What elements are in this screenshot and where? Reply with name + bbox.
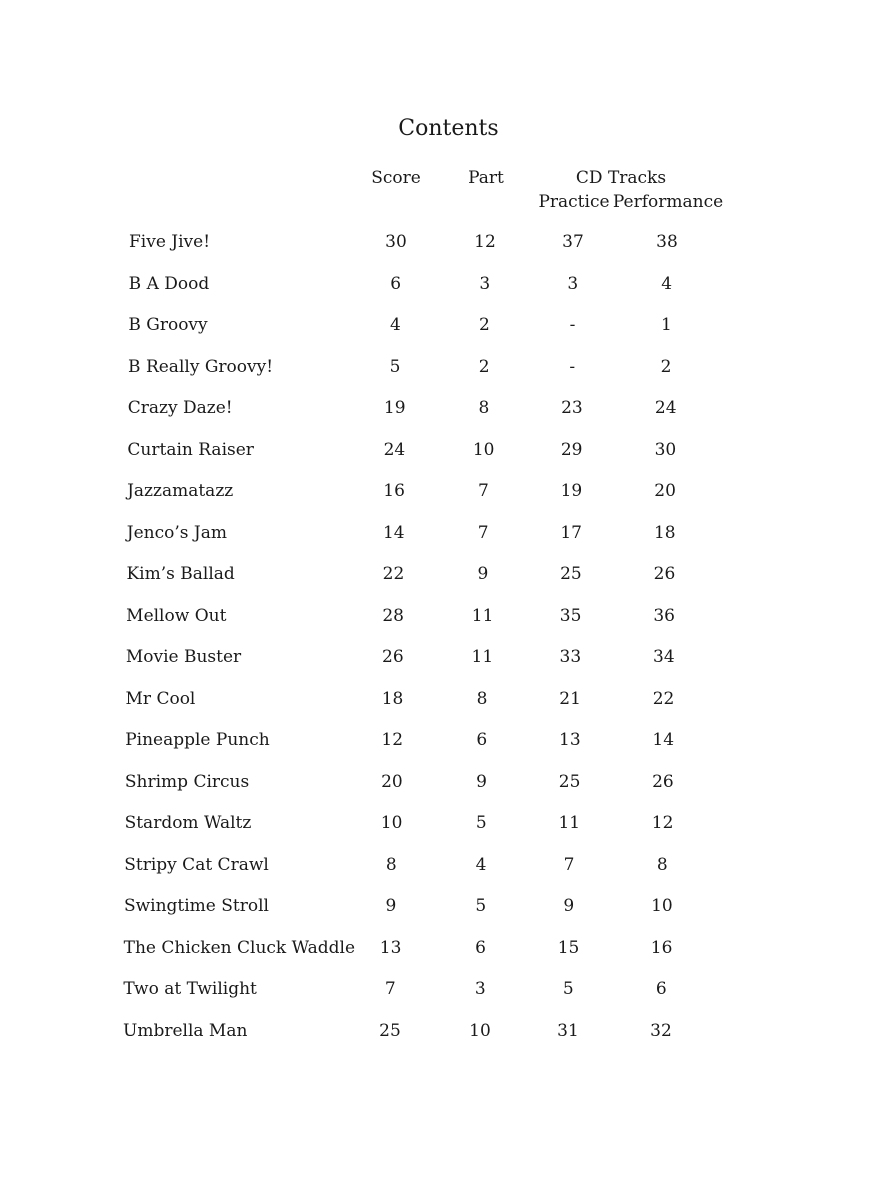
column-header-performance: Performance	[612, 192, 724, 212]
row-practice: -	[569, 315, 576, 336]
row-practice: 25	[560, 564, 582, 585]
row-performance: 16	[650, 937, 673, 958]
row-part: 3	[474, 979, 486, 1000]
table-row	[0, 689, 869, 713]
row-score: 26	[382, 647, 404, 668]
page-title: Contents	[398, 116, 499, 141]
row-performance: 8	[656, 854, 668, 875]
table-row	[0, 813, 869, 837]
row-part: 3	[479, 273, 491, 294]
row-score: 10	[380, 813, 403, 834]
row-score: 13	[379, 937, 402, 958]
row-practice: 7	[563, 854, 575, 875]
row-title: Crazy Daze!	[127, 398, 233, 419]
table-row	[0, 232, 869, 256]
row-score: 6	[390, 273, 402, 294]
row-title: Stripy Cat Crawl	[124, 854, 269, 875]
row-score: 19	[383, 398, 406, 419]
row-score: 20	[381, 771, 403, 792]
row-performance: 32	[650, 1021, 672, 1041]
row-title: The Chicken Cluck Waddle	[123, 937, 356, 958]
row-practice: 25	[558, 771, 581, 792]
row-title: Shrimp Circus	[124, 771, 250, 792]
row-practice: 21	[559, 688, 581, 709]
row-score: 22	[382, 564, 405, 585]
row-score: 12	[381, 730, 404, 751]
row-part: 9	[476, 771, 487, 792]
row-title: B A Dood	[128, 273, 210, 294]
row-performance: 38	[656, 232, 678, 252]
row-performance: 4	[661, 273, 673, 294]
row-score: 9	[385, 896, 397, 917]
row-practice: 19	[560, 481, 583, 502]
table-row	[0, 772, 869, 796]
row-performance: 26	[653, 564, 676, 585]
row-practice: 29	[560, 439, 583, 460]
row-score: 5	[389, 356, 401, 377]
table-row	[0, 730, 869, 754]
row-score: 16	[383, 481, 405, 502]
row-title: Stardom Waltz	[124, 813, 252, 834]
row-title: Umbrella Man	[123, 1021, 248, 1041]
row-practice: 35	[559, 605, 582, 626]
row-practice: 13	[559, 730, 581, 751]
row-performance: 1	[660, 315, 672, 336]
row-title: Swingtime Stroll	[123, 896, 269, 917]
column-header-part: Part	[468, 168, 504, 188]
row-practice: 23	[561, 398, 583, 419]
table-row	[0, 274, 869, 298]
row-performance: 10	[651, 896, 673, 917]
row-title: Mr Cool	[125, 688, 196, 709]
table-row	[0, 647, 869, 671]
row-score: 25	[379, 1021, 401, 1041]
row-title: Curtain Raiser	[127, 439, 254, 460]
row-title: Five Jive!	[129, 232, 211, 252]
row-performance: 30	[654, 439, 677, 460]
row-part: 11	[471, 647, 494, 668]
table-row	[0, 398, 869, 422]
row-performance: 36	[653, 605, 675, 626]
row-performance: 6	[655, 979, 667, 1000]
row-performance: 22	[652, 688, 675, 709]
row-part: 6	[476, 730, 488, 751]
row-title: B Really Groovy!	[128, 356, 274, 377]
table-row	[0, 481, 869, 505]
row-score: 24	[383, 439, 406, 460]
row-score: 8	[385, 854, 397, 875]
row-part: 4	[475, 854, 487, 875]
row-part: 2	[479, 315, 490, 336]
row-practice: 3	[567, 273, 579, 294]
row-title: Two at Twilight	[123, 979, 257, 1000]
row-practice: 17	[560, 522, 582, 543]
row-part: 10	[469, 1021, 491, 1041]
row-practice: 15	[557, 937, 580, 958]
row-score: 18	[381, 688, 404, 709]
row-title: Jenco’s Jam	[126, 522, 227, 543]
row-performance: 26	[652, 771, 674, 792]
row-performance: 12	[651, 813, 674, 834]
table-row	[0, 523, 869, 547]
row-practice: -	[569, 356, 576, 377]
row-part: 10	[472, 439, 495, 460]
row-part: 12	[474, 232, 496, 252]
table-row	[0, 979, 869, 1003]
row-practice: 5	[562, 979, 574, 1000]
table-row	[0, 440, 869, 464]
row-practice: 9	[563, 896, 575, 917]
row-score: 14	[382, 522, 405, 543]
row-part: 6	[475, 937, 486, 958]
row-part: 5	[475, 813, 487, 834]
row-part: 7	[477, 481, 489, 502]
row-title: Pineapple Punch	[125, 730, 270, 751]
row-performance: 34	[653, 647, 675, 668]
row-score: 7	[384, 979, 396, 1000]
row-performance: 18	[653, 522, 676, 543]
table-row	[0, 896, 869, 920]
row-title: Kim’s Ballad	[126, 564, 235, 585]
column-header-score: Score	[371, 168, 421, 188]
row-practice: 33	[559, 647, 582, 668]
row-part: 8	[478, 398, 490, 419]
row-practice: 11	[558, 813, 581, 834]
row-part: 11	[471, 605, 494, 626]
row-title: Jazzamatazz	[127, 481, 234, 502]
row-score: 30	[385, 232, 407, 252]
row-practice: 31	[557, 1021, 579, 1041]
column-header-cd-tracks: CD Tracks	[575, 168, 667, 188]
table-row	[0, 855, 869, 879]
column-header-practice: Practice	[538, 192, 610, 212]
row-title: B Groovy	[128, 315, 208, 336]
row-part: 7	[477, 522, 489, 543]
row-performance: 14	[652, 730, 675, 751]
row-score: 4	[389, 315, 401, 336]
row-performance: 24	[654, 398, 677, 419]
row-part: 2	[478, 356, 490, 377]
row-practice: 37	[562, 232, 584, 252]
table-row	[0, 564, 869, 588]
row-part: 8	[476, 688, 488, 709]
table-row	[0, 315, 869, 339]
row-part: 5	[475, 896, 487, 917]
row-title: Movie Buster	[125, 647, 242, 668]
table-row	[0, 1021, 869, 1045]
table-row	[0, 606, 869, 630]
row-part: 9	[477, 564, 489, 585]
row-performance: 20	[654, 481, 676, 502]
table-row	[0, 357, 869, 381]
row-score: 28	[382, 605, 404, 626]
table-row	[0, 938, 869, 962]
row-performance: 2	[660, 356, 672, 377]
row-title: Mellow Out	[126, 605, 227, 626]
